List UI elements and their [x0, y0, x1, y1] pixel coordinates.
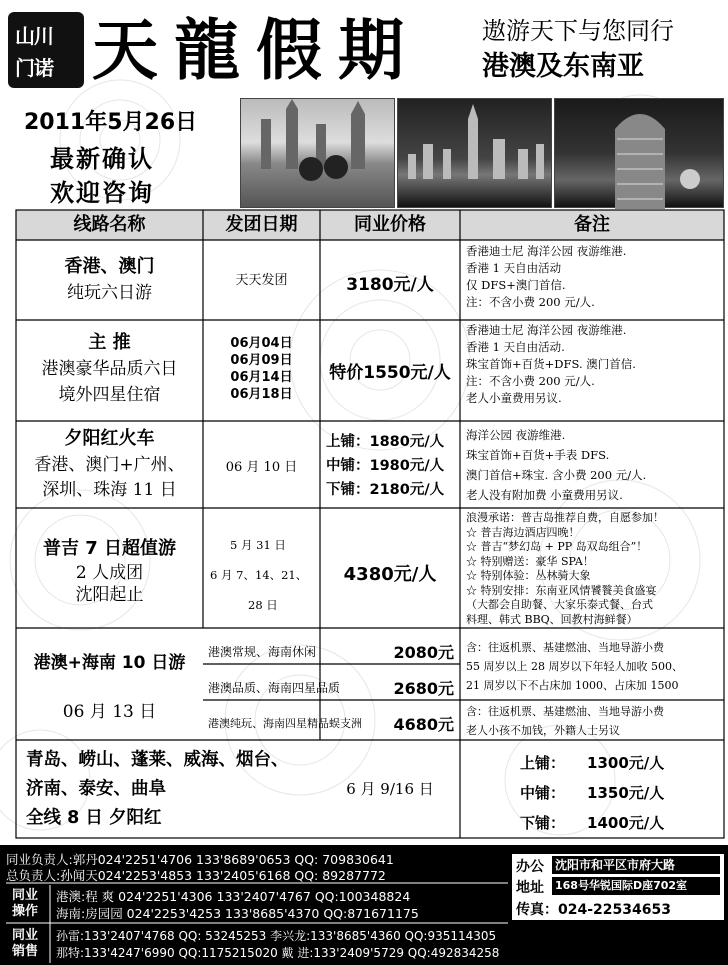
remark-line: 香港 1 天自由活动	[466, 261, 562, 275]
route-title	[26, 746, 326, 833]
ops-label: 同业 操作	[12, 888, 39, 919]
departure-date: 06月04日	[230, 336, 293, 351]
remark-line: （大都会自助餐、大家乐泰式餐、台式	[466, 598, 653, 611]
route-name: 境外四星住宿	[58, 385, 161, 405]
issue-date: 2011年5月26日	[24, 110, 198, 135]
street-address: 168号华锐国际D座702室	[552, 877, 720, 895]
remark-line: 老人没有附加费 小童费用另议.	[466, 488, 623, 502]
remarks-list	[466, 702, 724, 740]
header-route-name: 线路名称	[73, 214, 146, 235]
trade-price: 特价1550元/人	[329, 363, 451, 383]
remark-line: 澳门首信+珠宝. 含小费 200 元/人.	[466, 468, 647, 482]
remark-line: ☆ 特别赠送：豪华 SPA！	[466, 554, 594, 568]
route-title-line: 青岛、崂山、蓬莱、威海、烟台、	[26, 750, 289, 770]
remark-line: 仅 DFS+澳门首信.	[466, 278, 566, 292]
trade-price: 4380元/人	[343, 564, 437, 585]
route-title: 主 推	[88, 332, 131, 353]
berth-price-middle: 中铺：1980元/人	[326, 458, 445, 474]
package-option-label: 港澳纯玩、海南四星精品蜈支洲	[208, 717, 362, 730]
remark-line: 含：往返机票、基建燃油、当地导游小费	[466, 705, 664, 718]
fax-number: 传真：024-22534653	[516, 902, 671, 918]
route-title-line: 济南、泰安、曲阜	[26, 779, 166, 799]
departure-date: 5 月 31 日	[230, 538, 286, 552]
header-trade-price: 同业价格	[354, 214, 426, 235]
remark-line: 老人小孩不加钱，外籍人士另议	[466, 724, 620, 737]
departure-date: 06 月 13 日	[62, 702, 157, 722]
package-option	[208, 676, 458, 698]
remarks-list	[466, 425, 722, 505]
slogan-line-1: 遨游天下与您同行	[482, 17, 674, 45]
company-logo	[8, 12, 84, 88]
package-option	[208, 640, 458, 662]
sales-label: 同业 销售	[12, 928, 39, 959]
remark-line: ☆ 普吉海边酒店四晚！	[466, 525, 580, 539]
logo-top-text: 山川	[15, 24, 53, 48]
berth-value: 1300元/人	[587, 754, 665, 772]
package-option	[208, 712, 458, 734]
package-option-price: 2680元	[393, 679, 454, 698]
remarks-list	[466, 243, 722, 311]
route-name: 沈阳起止	[75, 585, 144, 605]
remark-line: ☆ 特别安排：东南亚风情饕餮美食盛宴	[466, 583, 657, 597]
ops-hkmacau-contact: 港澳:程 爽 024'2251'4306 133'2407'4767 QQ:100348824	[56, 889, 411, 904]
remarks-list	[466, 638, 724, 695]
departure-date: 天天发团	[235, 273, 288, 288]
remark-line: 香港迪士尼 海洋公园 夜游维港.	[466, 323, 627, 337]
remark-line: 21 周岁以下不占床加 1000、占床加 1500	[466, 679, 679, 692]
package-option-label: 港澳常规、海南休闲	[208, 645, 317, 659]
departure-date: 6 月 9/16 日	[346, 780, 434, 798]
berth-price-upper: 上铺：1880元/人	[326, 434, 445, 450]
brand-name: 天龍假期	[92, 11, 420, 89]
berth-price-lower: 下铺：2180元/人	[326, 482, 445, 498]
latest-confirmed-label: 最新确认	[50, 145, 154, 173]
remark-line: 注：不含小费 200 元/人.	[466, 295, 595, 309]
berth-value: 1350元/人	[587, 784, 665, 802]
remark-line: 珠宝首饰+百货+手表 DFS.	[466, 448, 610, 462]
departure-dates	[203, 335, 320, 403]
ops-hainan-contact: 海南:房园园 024'2253'4253 133'8685'4370 QQ:871671175	[56, 906, 419, 921]
sales-contact-line-1: 孙雷:133'2407'4768 QQ: 53245253 李兴龙:133'8685'4360 QQ:935114305	[56, 929, 497, 943]
slogan-line-2: 港澳及东南亚	[482, 51, 644, 82]
departure-date: 06月14日	[230, 370, 293, 385]
berth-label: 下铺：	[520, 814, 566, 832]
address-label: 地址	[516, 880, 544, 896]
remark-line: 料理、韩式 BBQ、回教村海鲜餐）	[466, 612, 638, 626]
departure-date: 06月09日	[230, 353, 293, 368]
berth-price-lower	[520, 808, 720, 838]
disneyland-photo	[240, 98, 395, 208]
package-option-price: 4680元	[393, 715, 454, 734]
remark-line: 海洋公园 夜游维港.	[466, 428, 566, 442]
remark-line: 含：往返机票、基建燃油、当地导游小费	[466, 641, 664, 654]
office-label: 办公	[516, 859, 544, 875]
route-title: 香港、澳门	[64, 256, 155, 277]
route-name: 香港、澳门+广州、	[34, 455, 185, 475]
berth-label: 中铺：	[520, 784, 566, 802]
hong-kong-night-skyline-photo	[397, 98, 552, 208]
departure-date: 06 月 10 日	[225, 460, 298, 475]
berth-prices	[326, 430, 458, 502]
sales-contact-line-2: 那特:133'4247'6990 QQ:1175215020 戴 进:133'2409'5729 QQ:492834258	[56, 946, 500, 960]
remark-line: 注：不含小费 200 元/人.	[466, 374, 595, 388]
remarks-list	[466, 511, 724, 627]
logo-bottom-text: 门诺	[15, 56, 53, 80]
welcome-inquiry-label: 欢迎咨询	[50, 179, 154, 207]
remark-line: ☆ 特别体验：丛林骑大象	[466, 569, 591, 582]
trade-manager-contact: 同业负责人:郭丹024'2251'4706 133'8689'0653 QQ: 709830641	[6, 852, 394, 867]
trade-price: 3180元/人	[346, 275, 434, 295]
route-name: 港澳豪华品质六日	[41, 359, 178, 379]
departure-date: 6 月 7、14、21、	[210, 568, 308, 582]
macau-casino-tower-photo	[554, 98, 724, 208]
route-name: 深圳、珠海 11 日	[42, 480, 177, 500]
package-option-label: 港澳品质、海南四星品质	[208, 681, 341, 695]
office-address: 沈阳市和平区市府大路	[552, 856, 720, 874]
remark-line: 55 周岁以上 28 周岁以下年轻人加收 500、	[466, 660, 683, 673]
office-address-box	[512, 854, 724, 920]
general-manager-contact: 总负责人:孙闻天024'2253'4853 133'2405'6168 QQ: 89287772	[6, 868, 386, 883]
remark-line: 珠宝首饰+百货+DFS. 澳门首信.	[466, 357, 636, 371]
route-name: 纯玩六日游	[67, 283, 152, 303]
departure-date: 06月18日	[230, 387, 293, 402]
header-remarks: 备注	[574, 214, 610, 235]
route-title-line: 全线 8 日 夕阳红	[26, 808, 162, 828]
berth-label: 上铺：	[520, 754, 566, 772]
route-name: 2 人成团	[75, 563, 144, 583]
header-departure-date: 发团日期	[225, 214, 298, 235]
package-option-price: 2080元	[393, 643, 454, 662]
remark-line: 老人小童费用另议.	[466, 391, 562, 405]
remark-line: 香港 1 天自由活动.	[466, 340, 565, 354]
remark-line: ☆ 普吉“梦幻岛 + PP 岛双岛组合”！	[466, 540, 648, 553]
departure-date: 28 日	[248, 598, 278, 612]
route-title: 港澳+海南 10 日游	[33, 653, 186, 673]
berth-price-upper	[520, 748, 720, 778]
departure-dates	[210, 530, 318, 620]
berth-price-middle	[520, 778, 720, 808]
route-title: 夕阳红火车	[64, 428, 155, 449]
berth-prices	[520, 748, 720, 838]
remark-line: 香港迪士尼 海洋公园 夜游维港.	[466, 244, 627, 258]
route-title: 普吉 7 日超值游	[42, 538, 177, 559]
remarks-list	[466, 322, 722, 407]
berth-value: 1400元/人	[587, 814, 665, 832]
remark-line: 浪漫承诺：普吉岛推荐自费，自愿参加！	[466, 511, 664, 524]
